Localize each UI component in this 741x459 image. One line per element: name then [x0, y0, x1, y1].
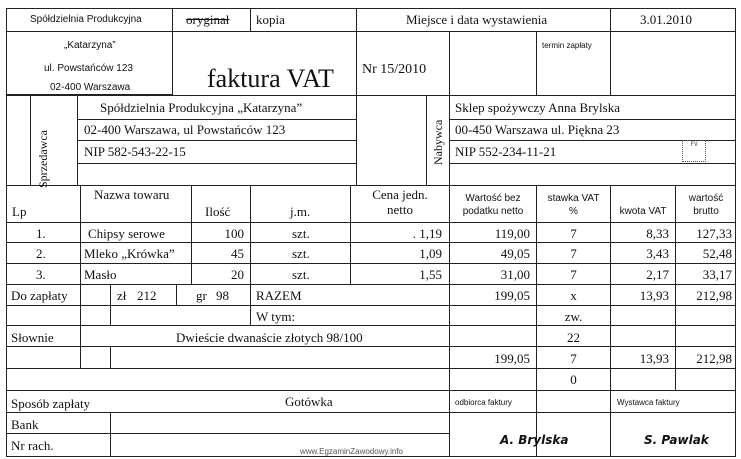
- item-net: 31,00: [500, 267, 530, 282]
- seller-address: 02-400 Warszawa, ul Powstańców 123: [84, 122, 286, 137]
- total-label: RAZEM: [256, 288, 302, 303]
- place-date-value: 3.01.2010: [640, 12, 692, 27]
- watermark: www.EgzaminZawodowy.info: [300, 447, 404, 456]
- buyer-label: Nabywca: [431, 119, 445, 165]
- col-vat: kwota VAT: [619, 206, 667, 217]
- item-unit: szt.: [292, 226, 310, 241]
- col-price-2: netto: [387, 202, 413, 217]
- words-value: Dwieście dwanaście złotych 98/100: [176, 330, 363, 345]
- gr-value: 98: [216, 288, 229, 303]
- item-vat: 8,33: [646, 226, 669, 241]
- col-net-1: Wartość bez: [465, 193, 521, 204]
- total-vat: 13,93: [639, 288, 669, 303]
- item-lp: 3.: [36, 267, 46, 282]
- payment-method-label: Sposób zapłaty: [11, 396, 91, 411]
- col-gross-1: wartość: [688, 193, 724, 204]
- document-number: Nr 15/2010: [362, 62, 427, 77]
- item-price: . 1,19: [412, 226, 442, 241]
- copy-label: kopia: [256, 12, 285, 27]
- place-date-label: Miejsce i data wystawienia: [406, 12, 548, 27]
- of-which-label: W tym:: [256, 309, 296, 324]
- item-vat: 3,43: [646, 246, 669, 261]
- rate-0: 0: [570, 372, 577, 387]
- payment-method-value: Gotówka: [285, 394, 333, 409]
- rate-zw: zw.: [564, 309, 583, 324]
- original-label: oryginał: [186, 12, 230, 27]
- zl-value: 212: [137, 288, 157, 303]
- item-net: 119,00: [494, 226, 530, 241]
- total-net: 199,05: [494, 288, 530, 303]
- seller-nip: NIP 582-543-22-15: [84, 144, 186, 159]
- item-name: Masło: [84, 267, 117, 282]
- sum-gross: 212,98: [696, 351, 732, 366]
- sum-vat: 13,93: [639, 351, 669, 366]
- col-rate-2: %: [569, 206, 578, 217]
- buyer-nip: NIP 552-234-11-21: [455, 144, 557, 159]
- issuer-label: Wystawca faktury: [617, 398, 680, 407]
- payment-term-label: termin zapłaty: [542, 41, 592, 50]
- seller-label: Sprzedawca: [36, 130, 50, 188]
- item-name: Mleko „Krówka”: [84, 246, 175, 261]
- col-unit: j.m.: [290, 204, 311, 219]
- issuer-city: 02-400 Warszawa: [50, 82, 131, 93]
- total-gross: 212,98: [696, 288, 732, 303]
- item-price: 1,09: [419, 246, 442, 261]
- total-rate: x: [570, 288, 577, 303]
- item-vat: 2,17: [646, 267, 669, 282]
- sum-rate: 7: [570, 351, 577, 366]
- item-name: Chipsy serowe: [88, 226, 165, 241]
- item-lp: 2.: [36, 246, 46, 261]
- issuer-signature: S. Pawlak: [644, 433, 709, 447]
- stamp-icon: FV: [682, 140, 706, 162]
- buyer-name: Sklep spożywczy Anna Brylska: [455, 100, 621, 115]
- col-lp: Lp: [12, 204, 27, 219]
- item-lp: 1.: [36, 226, 46, 241]
- item-qty: 20: [231, 267, 244, 282]
- col-price-1: Cena jedn.: [372, 187, 428, 202]
- item-rate: 7: [570, 246, 577, 261]
- rate-22: 22: [567, 330, 580, 345]
- bank-label: Bank: [11, 417, 39, 432]
- item-gross: 52,48: [702, 246, 732, 261]
- item-qty: 45: [231, 246, 244, 261]
- item-qty: 100: [224, 226, 244, 241]
- zl-label: zł: [117, 288, 127, 303]
- receiver-signature: A. Brylska: [500, 433, 569, 447]
- item-gross: 127,33: [696, 226, 732, 241]
- buyer-address: 00-450 Warszawa ul. Piękna 23: [455, 122, 620, 137]
- document-title: faktura VAT: [207, 64, 334, 93]
- words-label: Słownie: [11, 330, 54, 345]
- item-rate: 7: [570, 226, 577, 241]
- item-rate: 7: [570, 267, 577, 282]
- item-unit: szt.: [292, 246, 310, 261]
- item-net: 49,05: [500, 246, 530, 261]
- issuer-street: ul. Powstańców 123: [44, 63, 133, 74]
- sum-net: 199,05: [494, 351, 530, 366]
- seller-name: Spółdzielnia Produkcyjna „Katarzyna”: [100, 100, 303, 115]
- issuer-name-2: „Katarzyna”: [64, 40, 116, 51]
- item-gross: 33,17: [702, 267, 732, 282]
- item-price: 1,55: [419, 267, 442, 282]
- item-unit: szt.: [292, 267, 310, 282]
- col-name: Nazwa towaru: [94, 187, 170, 202]
- to-pay-label: Do zapłaty: [11, 288, 68, 303]
- account-label: Nr rach.: [11, 438, 54, 453]
- col-rate-1: stawka VAT: [547, 193, 600, 204]
- col-qty: Ilość: [205, 204, 231, 219]
- issuer-name: Spółdzielnia Produkcyjna: [30, 14, 142, 25]
- receiver-label: odbiorca faktury: [455, 398, 512, 407]
- col-net-2: podatku netto: [462, 206, 524, 217]
- gr-label: gr: [196, 288, 207, 303]
- col-gross-2: brutto: [693, 206, 719, 217]
